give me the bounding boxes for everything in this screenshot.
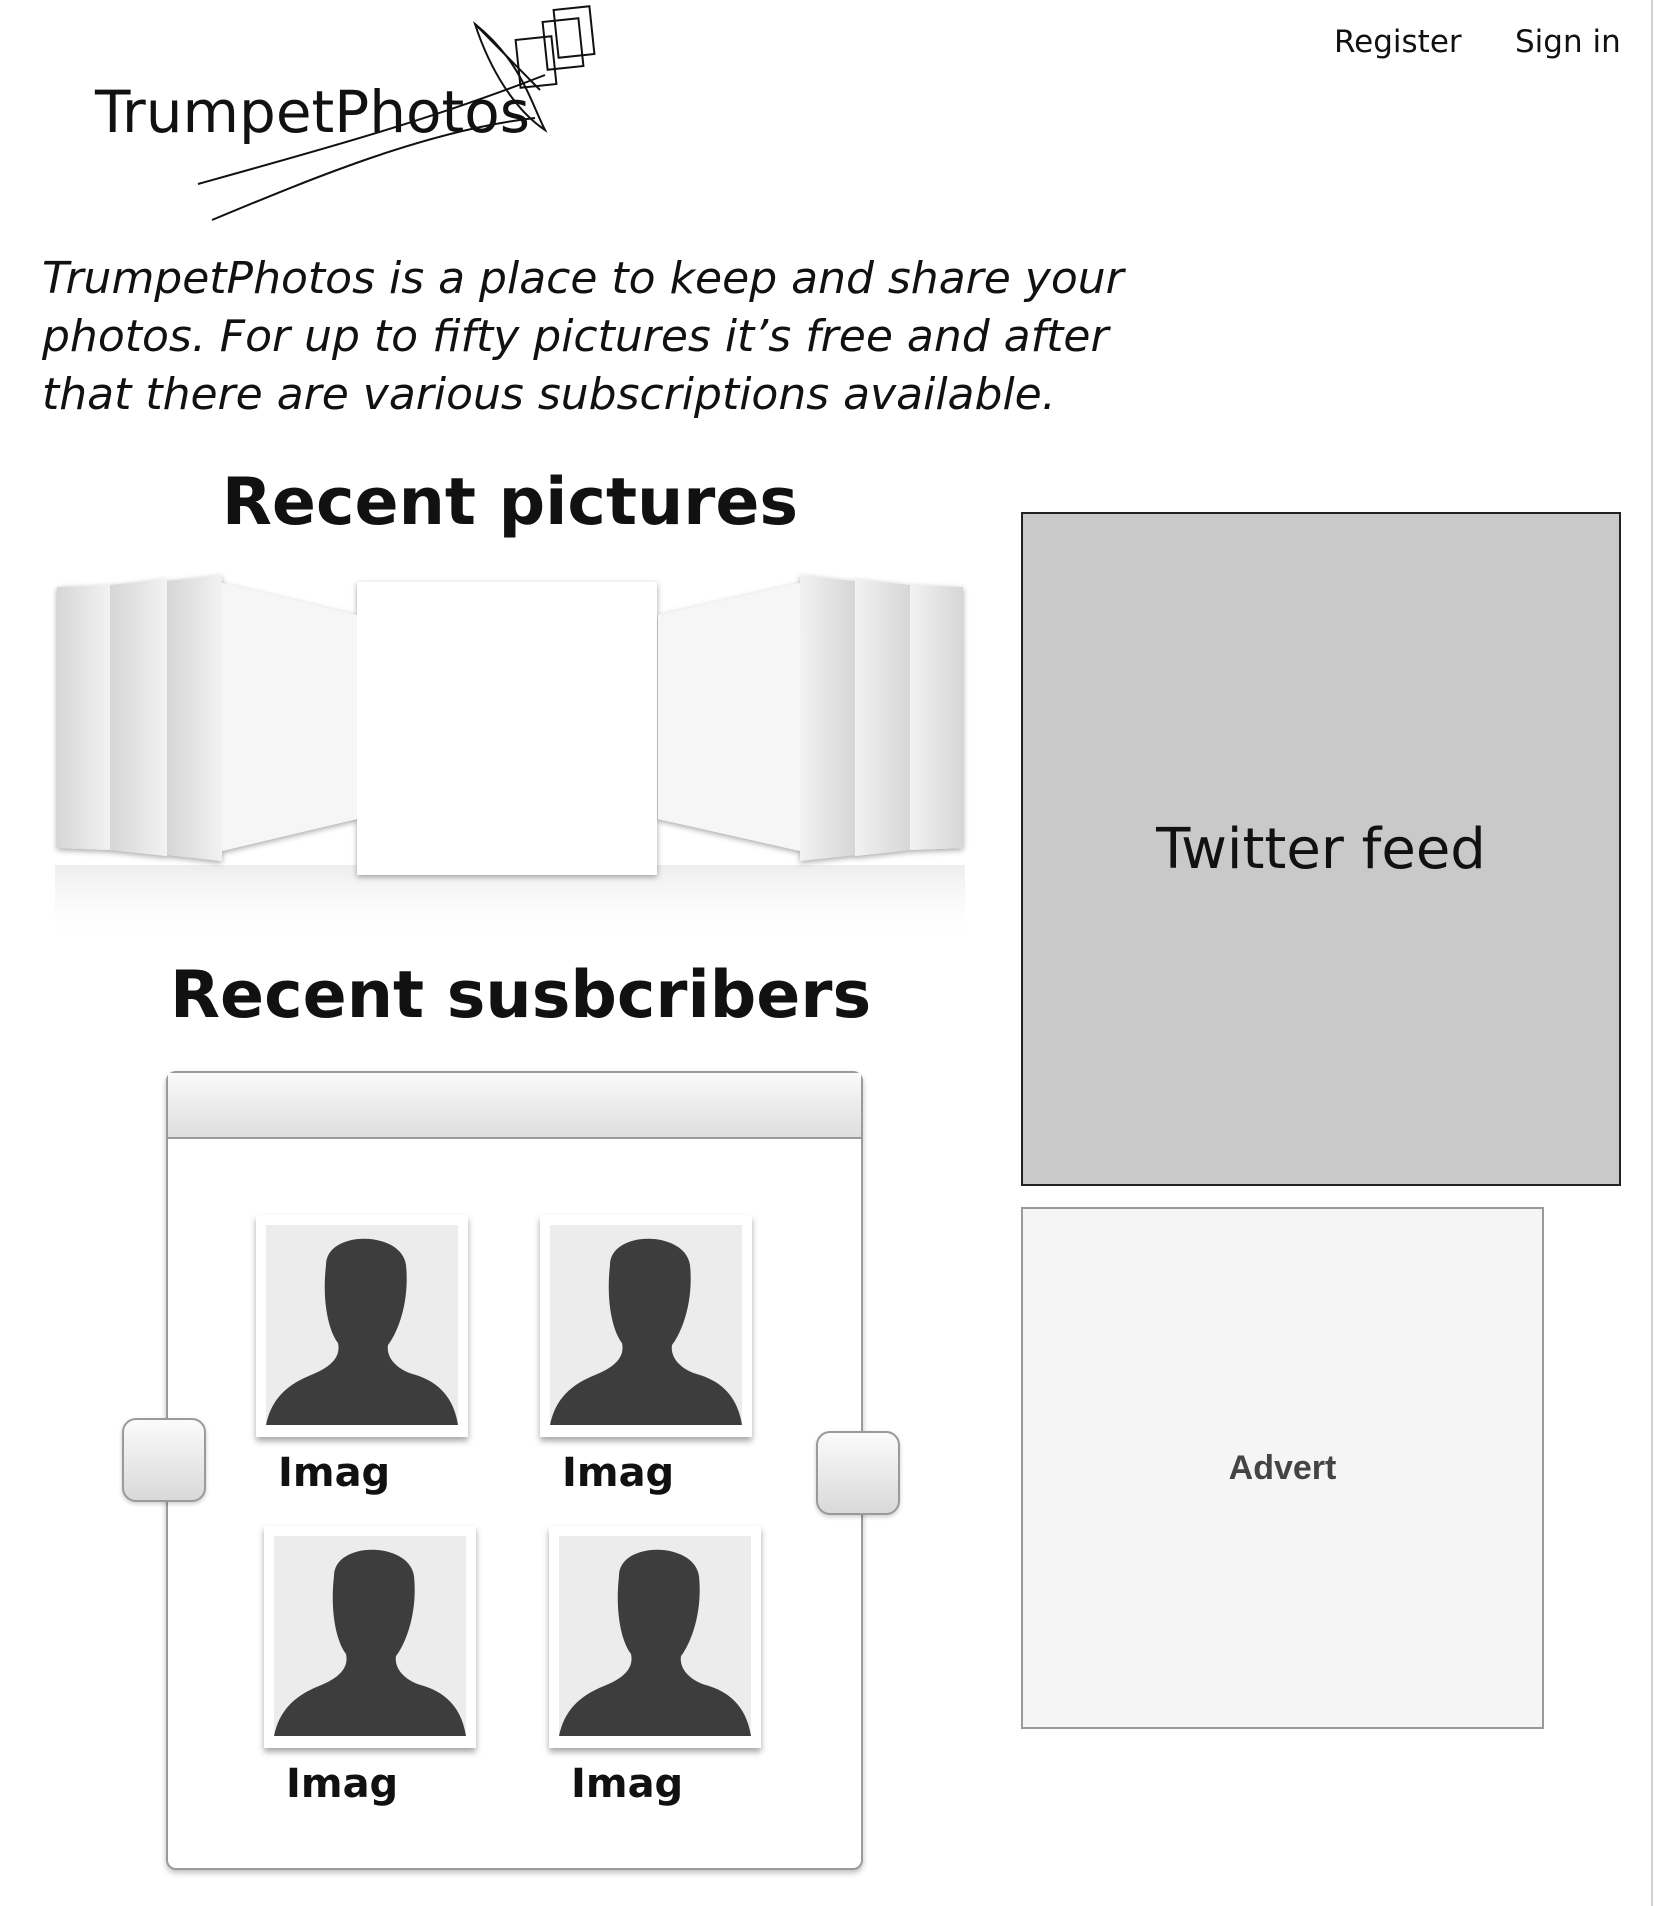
recent-pictures-coverflow[interactable] xyxy=(40,575,980,955)
subscriber-card[interactable] xyxy=(549,1526,761,1807)
carousel-prev-button[interactable] xyxy=(122,1418,206,1502)
carousel-next-button[interactable] xyxy=(816,1431,900,1515)
twitter-feed-label: Twitter feed xyxy=(1156,816,1486,882)
picture-thumb[interactable] xyxy=(800,575,855,861)
avatar xyxy=(540,1215,752,1437)
subscriber-caption: Imag xyxy=(278,1450,391,1496)
picture-thumb[interactable] xyxy=(222,583,357,851)
page-edge-divider xyxy=(1651,0,1653,1906)
person-silhouette-icon xyxy=(550,1225,742,1425)
register-link[interactable]: Register xyxy=(1334,24,1462,60)
picture-thumb[interactable] xyxy=(110,579,167,856)
recent-pictures-title: Recent pictures xyxy=(221,465,799,540)
subscribers-carousel xyxy=(166,1071,863,1870)
picture-thumb[interactable] xyxy=(855,579,910,856)
subscriber-caption: Imag xyxy=(562,1450,675,1496)
avatar xyxy=(549,1526,761,1748)
person-silhouette-icon xyxy=(274,1536,466,1736)
picture-thumb[interactable] xyxy=(658,583,800,851)
carousel-header xyxy=(168,1073,861,1139)
intro-text: TrumpetPhotos is a place to keep and share your photos. For up to fifty pictures it’s free and after that there are various subscriptions available. xyxy=(42,253,1124,420)
subscriber-caption: Imag xyxy=(571,1761,684,1807)
subscriber-card[interactable] xyxy=(256,1215,468,1496)
avatar xyxy=(264,1526,476,1748)
subscriber-card[interactable] xyxy=(540,1215,752,1496)
logo-text: TrumpetPhotos xyxy=(95,78,530,146)
picture-thumb[interactable] xyxy=(910,585,963,850)
person-silhouette-icon xyxy=(266,1225,458,1425)
picture-thumb[interactable] xyxy=(57,585,110,850)
advert-label: Advert xyxy=(1228,1448,1337,1487)
subscriber-card[interactable] xyxy=(264,1526,476,1807)
person-silhouette-icon xyxy=(559,1536,751,1736)
subscriber-caption: Imag xyxy=(286,1761,399,1807)
avatar xyxy=(256,1215,468,1437)
logo[interactable] xyxy=(0,0,620,230)
advert-panel[interactable] xyxy=(1021,1207,1544,1729)
recent-subscribers-title: Recent susbcribers xyxy=(170,958,872,1033)
sign-in-link[interactable]: Sign in xyxy=(1515,24,1621,60)
trumpet-logo-icon xyxy=(0,0,620,230)
twitter-feed-panel[interactable] xyxy=(1021,512,1621,1186)
picture-thumb[interactable] xyxy=(167,575,222,861)
picture-thumb-selected[interactable] xyxy=(357,582,657,875)
